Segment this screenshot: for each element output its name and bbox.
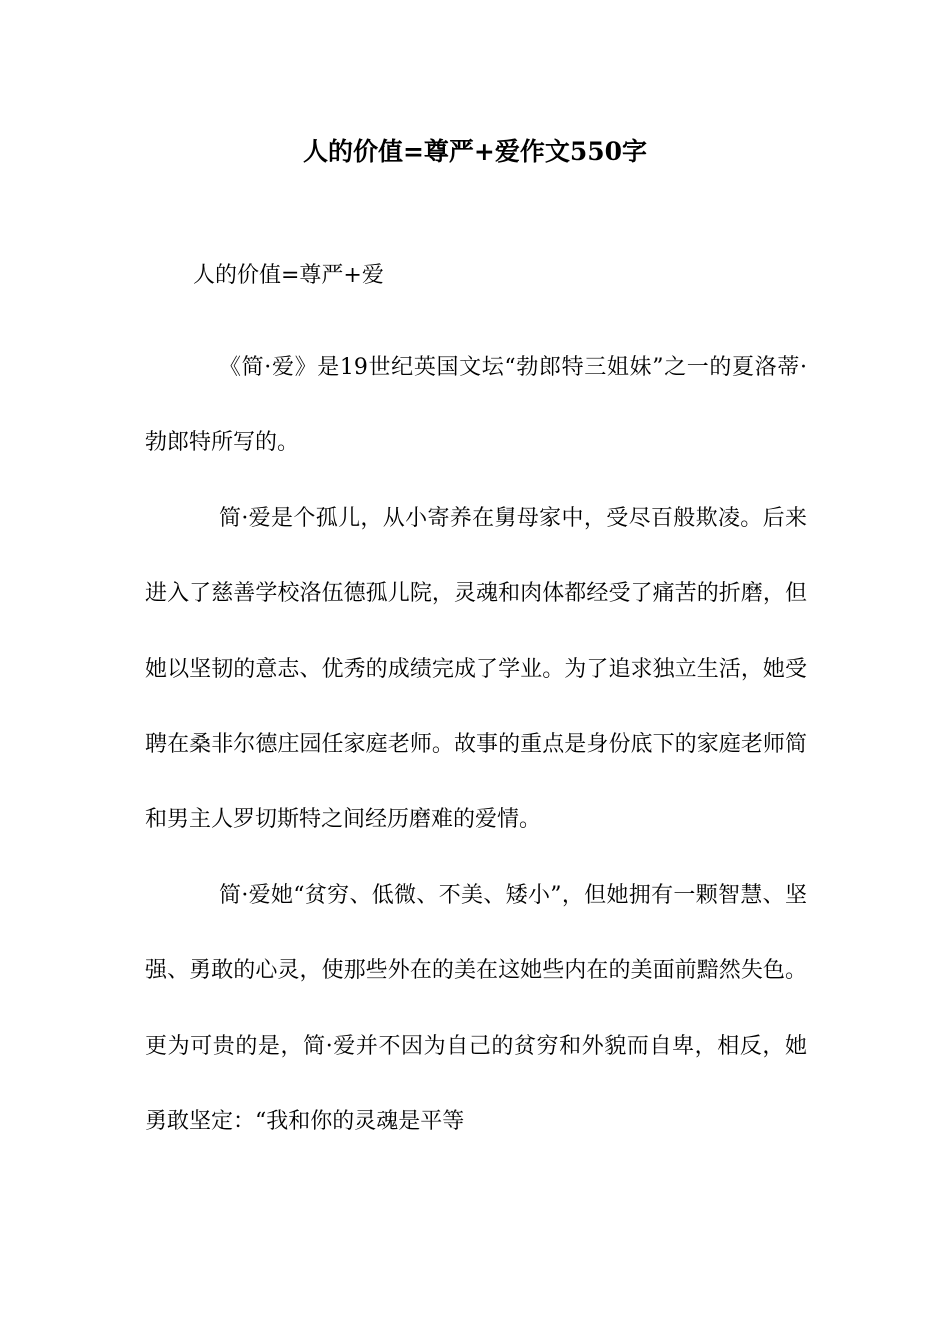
- paragraph: 《简·爱》是19世纪英国文坛“勃郎特三姐妹”之一的夏洛蒂·勃郎特所写的。: [145, 355, 807, 456]
- paragraph: 简·爱是个孤儿，从小寄养在舅母家中，受尽百般欺凌。后来进入了慈善学校洛伍德孤儿院，灵魂和肉体都经受了痛苦的折磨，但她以坚韧的意志、优秀的成绩完成了学业。为了追求独立生活，她受聘在桑非尔德庄园任家庭老师。故事的重点是身份底下的家庭老师简和男主人罗切斯特之间经历磨难的爱情。: [145, 505, 807, 833]
- essay-body: [145, 330, 807, 1159]
- paragraph: 简·爱她“贫穷、低微、不美、矮小”，但她拥有一颗智慧、坚强、勇敢的心灵，使那些外在的美在这她些内在的美面前黯然失色。更为可贵的是，简·爱并不因为自己的贫穷和外貌而自卑，相反，她勇敢坚定：“我和你的灵魂是平等: [145, 882, 807, 1135]
- document-title: 人的价值=尊严+爱作文550字: [302, 137, 648, 166]
- essay-subtitle: 人的价值=尊严+爱: [193, 263, 384, 288]
